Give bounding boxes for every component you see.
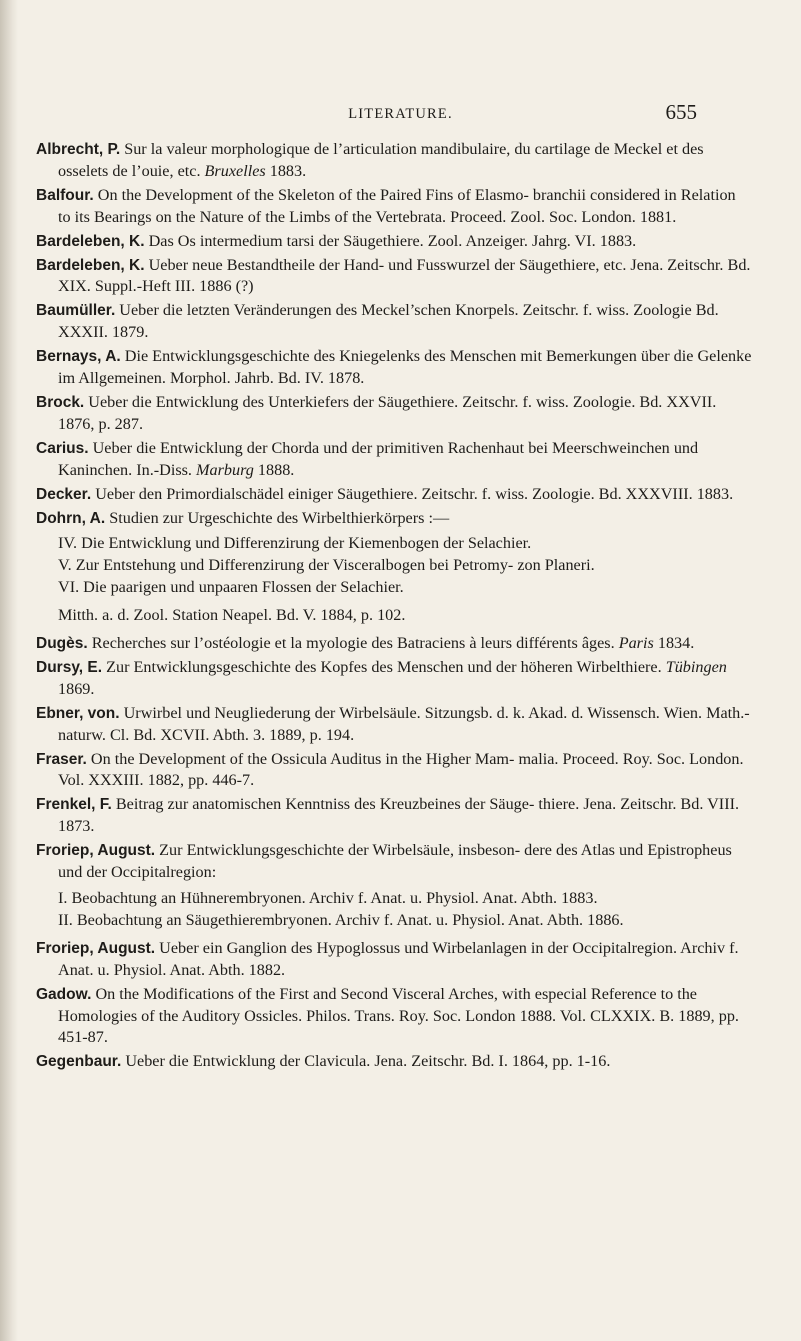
- entry-text: On the Development of the Skeleton of the Paired Fins of Elasmo- branchii considered in Relation to its Bearings on the Nature of the Limbs of the Vertebrata. Proceed. Zool. Soc. London. 1881.: [58, 185, 736, 226]
- sub-entry: IV. Die Entwicklung und Differenzirung der Kiemenbogen der Selachier.: [58, 534, 532, 553]
- bib-entry: [36, 749, 752, 793]
- entry-author: Fraser.: [36, 750, 87, 768]
- entry-author: Albrecht, P.: [36, 141, 121, 158]
- bib-entry: [36, 484, 752, 506]
- bib-entry: [36, 794, 752, 838]
- bib-entry: [36, 657, 752, 701]
- bib-entry: [36, 633, 752, 655]
- entry-year: 1883.: [265, 161, 307, 180]
- entry-text: Urwirbel und Neugliederung der Wirbelsäule. Sitzungsb. d. k. Akad. d. Wissensch. Wien. Math.-naturw. Cl. Bd. XCVII. Abth. 3. 1889, p. 194.: [58, 703, 750, 744]
- entry-author: Baumüller.: [36, 302, 116, 320]
- entry-author: Gadow.: [36, 985, 92, 1003]
- bib-entry: [36, 938, 752, 982]
- sub-entry: II. Beobachtung an Säugethierembryonen. Archiv f. Anat. u. Physiol. Anat. Abth. 1886.: [58, 910, 624, 929]
- entry-author: Froriep, August.: [36, 939, 156, 957]
- running-title: LITERATURE.: [348, 106, 453, 122]
- entry-author: Dohrn, A.: [36, 509, 106, 527]
- bib-entry: [36, 438, 752, 482]
- page-edge: [0, 0, 18, 1341]
- bib-entry: [36, 185, 752, 229]
- entry-author: Frenkel, F.: [36, 796, 112, 814]
- bib-entry: [36, 139, 752, 183]
- bib-entry: [36, 392, 752, 436]
- entry-text: Recherches sur l’ostéologie et la myologie des Batraciens à leurs différents âges.: [87, 634, 619, 653]
- bib-entry: [36, 703, 752, 747]
- entry-text: Ueber neue Bestandtheile der Hand- und Fusswurzel der Säugethiere, etc. Jena. Zeitschr. Bd. XIX. Suppl.-Heft III. 1886 (?): [58, 255, 751, 296]
- entry-author: Carius.: [36, 439, 89, 457]
- entry-text: Ueber die letzten Veränderungen des Meckel’schen Knorpels. Zeitschr. f. wiss. Zoologie Bd. XXXII. 1879.: [58, 301, 719, 342]
- entry-text: Zur Entwicklungsgeschichte des Kopfes des Menschen und der höheren Wirbelthiere.: [102, 657, 666, 676]
- bib-entry: [36, 346, 752, 390]
- bib-entry: [36, 840, 752, 884]
- entry-author: Bardeleben, K.: [36, 256, 145, 274]
- page-number: 655: [665, 100, 697, 124]
- entry-place: Tübingen: [665, 657, 727, 676]
- entry-text: Ueber die Entwicklung der Chorda und der primitiven Rachenhaut bei Meerschweinchen und Kaninchen. In.-Diss.: [58, 438, 699, 479]
- entry-text: Studien zur Urgeschichte des Wirbelthierkörpers :—: [105, 508, 450, 527]
- entry-text: Ueber die Entwicklung der Clavicula. Jena. Zeitschr. Bd. I. 1864, pp. 1-16.: [121, 1052, 611, 1071]
- entry-author: Ebner, von.: [36, 704, 120, 722]
- froriep-sublist: [36, 888, 752, 932]
- entry-text: Beitrag zur anatomischen Kenntniss des Kreuzbeines der Säuge- thiere. Jena. Zeitschr. Bd. VIII. 1873.: [58, 795, 740, 836]
- entry-author: Gegenbaur.: [36, 1053, 122, 1071]
- entry-year: 1869.: [58, 679, 95, 698]
- page-header: [30, 78, 771, 124]
- dohrn-sublist: [36, 533, 752, 599]
- entry-year: 1888.: [253, 460, 295, 479]
- entry-text: On the Modifications of the First and Second Visceral Arches, with especial Reference to the Homologies of the Auditory Ossicles. Philos. Trans. Roy. Soc. London 1888. Vol. CLXXIX. B. 1889, pp. 451-87.: [58, 984, 739, 1047]
- entry-author: Decker.: [36, 485, 92, 503]
- bib-entry: [36, 300, 752, 344]
- entry-text: On the Development of the Ossicula Auditus in the Higher Mam- malia. Proceed. Roy. Soc. London. Vol. XXXIII. 1882, pp. 446-7.: [58, 749, 744, 790]
- entry-text: Ueber ein Ganglion des Hypoglossus und Wirbelanlagen in der Occipitalregion. Archiv f. Anat. u. Physiol. Anat. Abth. 1882.: [58, 938, 739, 979]
- entry-author: Froriep, August.: [36, 842, 156, 860]
- entry-author: Brock.: [36, 393, 85, 411]
- entry-text: Sur la valeur morphologique de l’articulation mandibulaire, du cartilage de Meckel et des osselets de l’ouie, etc.: [58, 140, 704, 180]
- entry-place: Bruxelles: [204, 161, 266, 180]
- entry-place: Marburg: [196, 460, 254, 479]
- dohrn-source: Mitth. a. d. Zool. Station Neapel. Bd. V. 1884, p. 102.: [58, 606, 406, 625]
- sub-entry: V. Zur Entstehung und Differenzirung der Visceralbogen bei Petromy- zon Planeri.: [58, 556, 595, 575]
- sub-entry: VI. Die paarigen und unpaaren Flossen der Selachier.: [58, 578, 404, 597]
- entry-author: Dugès.: [36, 635, 88, 653]
- entry-text: Ueber den Primordialschädel einiger Säugethiere. Zeitschr. f. wiss. Zoologie. Bd. XXXVIII. 1883.: [91, 484, 734, 503]
- entry-text: Die Entwicklungsgeschichte des Kniegelenks des Menschen mit Bemerkungen über die Gelenke im Allgemeinen. Morphol. Jahrb. Bd. IV. 1878.: [58, 347, 752, 388]
- entry-author: Bernays, A.: [36, 348, 121, 366]
- sub-entry: I. Beobachtung an Hühnerembryonen. Archiv f. Anat. u. Physiol. Anat. Abth. 1883.: [58, 889, 598, 907]
- entry-place: Paris: [618, 634, 654, 653]
- bibliography: [36, 139, 752, 1073]
- entry-author: Balfour.: [36, 186, 94, 204]
- entry-text: Das Os intermedium tarsi der Säugethiere. Zool. Anzeiger. Jahrg. VI. 1883.: [144, 231, 637, 250]
- bib-entry: [36, 984, 752, 1050]
- entry-author: Dursy, E.: [36, 658, 103, 676]
- bib-entry: [36, 508, 752, 530]
- bib-entry: [36, 231, 752, 253]
- entry-year: 1834.: [653, 634, 695, 653]
- bib-entry: [36, 255, 752, 299]
- entry-author: Bardeleben, K.: [36, 232, 145, 250]
- bib-entry: [36, 1051, 752, 1073]
- entry-text: Ueber die Entwicklung des Unterkiefers der Säugethiere. Zeitschr. f. wiss. Zoologie. Bd. XXVII. 1876, p. 287.: [58, 392, 717, 433]
- entry-text: Zur Entwicklungsgeschichte der Wirbelsäule, insbeson- dere des Atlas und Epistropheus und der Occipitalregion:: [58, 841, 732, 882]
